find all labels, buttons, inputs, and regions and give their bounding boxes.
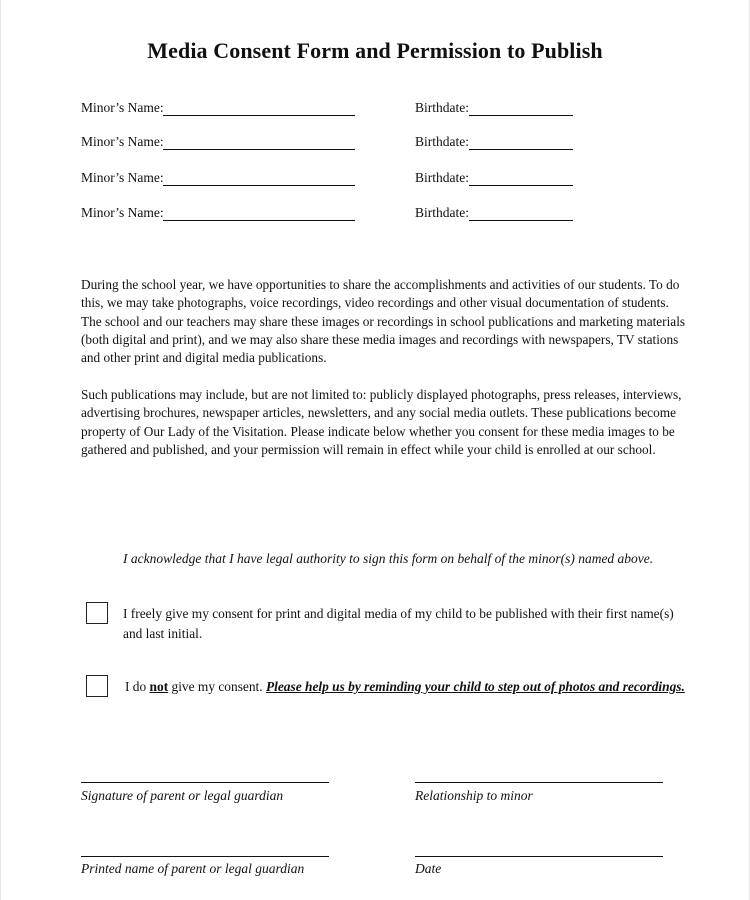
no-consent-prefix: I do <box>125 679 150 694</box>
not-emphasis: not <box>149 679 169 694</box>
consent-option-line: I freely give my consent for print and digital media of my child to be published with their first name(s) <box>123 606 674 621</box>
relationship-line[interactable] <box>415 782 663 783</box>
paragraph-line: advertising brochures, newspaper articles, newsletters, and any social media outlets. These publications become <box>81 405 676 421</box>
date-label: Date <box>415 861 442 876</box>
birthdate-label: Birthdate: <box>415 170 469 185</box>
publications-paragraph <box>81 386 682 459</box>
signature-label: Signature of parent or legal guardian <box>81 788 284 803</box>
minor-name-label: Minor’s Name: <box>81 205 164 220</box>
printed-name-label: Printed name of parent or legal guardian <box>81 861 305 876</box>
paragraph-line: (both digital and print), and we may also share these media images and recordings with newspapers, TV stations <box>81 331 679 347</box>
minor-row <box>81 100 581 120</box>
paragraph-line: and other print and digital media publications. <box>81 350 327 366</box>
date-line[interactable] <box>415 856 663 857</box>
minor-name-field[interactable] <box>163 149 355 150</box>
paragraph-line: gathered and published, and your permission will remain in effect while your child is enrolled at our school. <box>81 441 656 457</box>
minor-name-label: Minor’s Name: <box>81 170 164 185</box>
no-consent-checkbox[interactable] <box>86 675 108 697</box>
birthdate-label: Birthdate: <box>415 134 469 149</box>
minor-name-field[interactable] <box>163 115 355 116</box>
minor-row <box>81 170 581 190</box>
birthdate-field[interactable] <box>469 185 573 186</box>
minor-name-field[interactable] <box>163 185 355 186</box>
signature-line[interactable] <box>81 782 329 783</box>
paragraph-line: property of Our Lady of the Visitation. Please indicate below whether you consent for these media images to be <box>81 423 675 439</box>
no-consent-option-text <box>125 677 685 697</box>
paragraph-line: this, we may take photographs, voice recordings, video recordings and other visual documentation of students. <box>81 295 669 311</box>
minor-row <box>81 205 581 225</box>
consent-option-text <box>123 604 674 644</box>
no-consent-middle: give my consent. <box>168 679 266 694</box>
birthdate-field[interactable] <box>469 220 573 221</box>
minor-row <box>81 134 581 154</box>
minor-name-label: Minor’s Name: <box>81 100 164 115</box>
paragraph-line: During the school year, we have opportunities to share the accomplishments and activities of our students. To do <box>81 277 680 292</box>
paragraph-line: The school and our teachers may share these images or recordings in school publications and marketing materials <box>81 313 686 329</box>
relationship-label: Relationship to minor <box>415 788 533 803</box>
consent-checkbox[interactable] <box>86 602 108 624</box>
step-out-request: Please help us by reminding your child to step out of photos and recordings. <box>265 679 685 694</box>
birthdate-label: Birthdate: <box>415 205 469 220</box>
birthdate-field[interactable] <box>469 149 573 150</box>
form-title: Media Consent Form and Permission to Publish <box>147 38 603 63</box>
printed-name-line[interactable] <box>81 856 329 857</box>
minor-name-field[interactable] <box>163 220 355 221</box>
birthdate-field[interactable] <box>469 115 573 116</box>
consent-option-line: and last initial. <box>123 626 203 641</box>
paragraph-line: Such publications may include, but are not limited to: publicly displayed photographs, press releases, interviews, <box>81 387 682 402</box>
intro-paragraph <box>81 276 686 367</box>
minor-name-label: Minor’s Name: <box>81 134 164 149</box>
birthdate-label: Birthdate: <box>415 100 469 115</box>
acknowledgement-statement: I acknowledge that I have legal authority to sign this form on behalf of the minor(s) named above. <box>123 551 654 566</box>
